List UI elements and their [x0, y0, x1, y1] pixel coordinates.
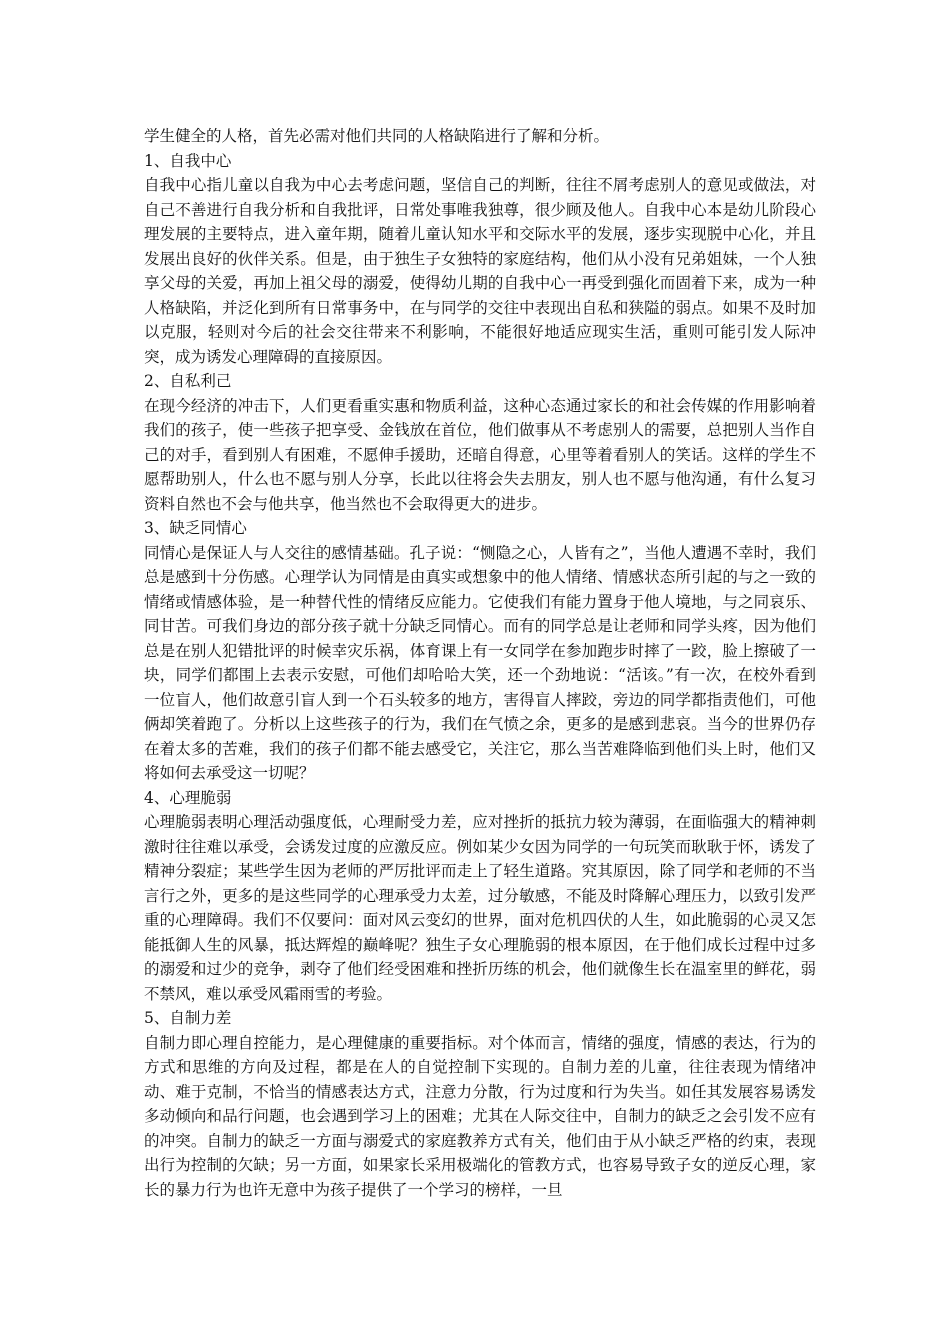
section-body-lack-of-sympathy: 同情心是保证人与人交往的感情基础。孔子说：“恻隐之心，人皆有之”，当他人遭遇不幸时，我们总是感到十分伤感。心理学认为同情是由真实或想象中的他人情绪、情感状态所引起的与之一致的情绪或情感体验，是一种替代性的情绪反应能力。它使我们有能力置身于他人境地，与之同哀乐、同甘苦。可我们身边的部分孩子就十分缺乏同情心。而有的同学总是让老师和同学头疼，因为他们总是在别人犯错批评的时候幸灾乐祸，体育课上有一女同学在参加跑步时摔了一跤，脸上擦破了一块，同学们都围上去表示安慰，可他们却哈哈大笑，还一个劲地说：“活该。”有一次，在校外看到一位盲人，他们故意引盲人到一个石头较多的地方，害得盲人摔跤，旁边的同学都指责他们，可他俩却笑着跑了。分析以上这些孩子的行为，我们在气愤之余，更多的是感到悲哀。当今的世界仍存在着太多的苦难，我们的孩子们都不能去感受它，关注它，那么当苦难降临到他们头上时，他们又将如何去承受这一切呢？	[144, 543, 816, 782]
section-body-poor-self-control: 自制力即心理自控能力，是心理健康的重要指标。对个体而言，情绪的强度，情感的表达，行为的方式和思维的方向及过程，都是在人的自觉控制下实现的。自制力差的儿童，往往表现为情绪冲动、难于克制，不恰当的情感表达方式，注意力分散，行为过度和行为失当。如任其发展容易诱发多动倾向和品行问题，也会遇到学习上的困难；尤其在人际交往中，自制力的缺乏之会引发不应有的冲突。自制力的缺乏一方面与溺爱式的家庭教养方式有关，他们由于从小缺乏严格的约束，表现出行为控制的欠缺；另一方面，如果家长采用极端化的管教方式，也容易导致子女的逆反心理，家长的暴力行为也许无意中为孩子提供了一个学习的榜样，一旦	[144, 1033, 816, 1199]
intro-paragraph: 学生健全的人格，首先必需对他们共同的人格缺陷进行了解和分析。	[144, 127, 610, 145]
section-heading-fragile-mind: 4、心理脆弱	[144, 788, 232, 807]
document-page	[144, 124, 816, 1202]
section-body-self-centered: 自我中心指儿童以自我为中心去考虑问题，坚信自己的判断，往往不屑考虑别人的意见或做法，对自己不善进行自我分析和自我批评，日常处事唯我独尊，很少顾及他人。自我中心本是幼儿阶段心理发展的主要特点，进入童年期，随着儿童认知水平和交际水平的发展，逐步实现脱中心化，并且发展出良好的伙伴关系。但是，由于独生子女独特的家庭结构，他们从小没有兄弟姐妹，一个人独享父母的关爱，再加上祖父母的溺爱，使得幼儿期的自我中心一再受到强化而固着下来，成为一种人格缺陷，并泛化到所有日常事务中，在与同学的交往中表现出自私和狭隘的弱点。如果不及时加以克服，轻则对今后的社会交往带来不利影响，不能很好地适应现实生活，重则可能引发人际冲突，成为诱发心理障碍的直接原因。	[144, 176, 816, 366]
section-heading-poor-self-control: 5、自制力差	[144, 1009, 232, 1027]
section-heading-lack-of-sympathy: 3、缺乏同情心	[144, 519, 247, 537]
section-heading-self-centered: 1、自我中心	[144, 151, 232, 170]
section-body-selfish: 在现今经济的冲击下，人们更看重实惠和物质利益，这种心态通过家长的和社会传媒的作用影响着我们的孩子，使一些孩子把享受、金钱放在首位，他们做事从不考虑别人的需要，总把别人当作自己的对手，看到别人有困难，不愿伸手援助，还暗自得意，心里等着看别人的笑话。这样的学生不愿帮助别人，什么也不愿与别人分享，长此以往将会失去朋友，别人也不愿与他沟通，有什么复习资料自然也不会与他共享，他当然也不会取得更大的进步。	[144, 396, 816, 513]
section-body-fragile-mind: 心理脆弱表明心理活动强度低，心理耐受力差，应对挫折的抵抗力较为薄弱，在面临强大的精神刺激时往往难以承受，会诱发过度的应激反应。例如某少女因为同学的一句玩笑而耿耿于怀，诱发了精神分裂症；某些学生因为老师的严厉批评而走上了轻生道路。究其原因，除了同学和老师的不当言行之外，更多的是这些同学的心理承受力太差，过分敏感，不能及时降解心理压力，以致引发严重的心理障碍。我们不仅要问：面对风云变幻的世界，面对危机四伏的人生，如此脆弱的心灵又怎能抵御人生的风暴，抵达辉煌的巅峰呢？独生子女心理脆弱的根本原因，在于他们成长过程中过多的溺爱和过少的竞争，剥夺了他们经受困难和挫折历练的机会，他们就像生长在温室里的鲜花，弱不禁风，难以承受风霜雨雪的考验。	[144, 813, 816, 1003]
section-heading-selfish: 2、自私利己	[144, 372, 232, 390]
